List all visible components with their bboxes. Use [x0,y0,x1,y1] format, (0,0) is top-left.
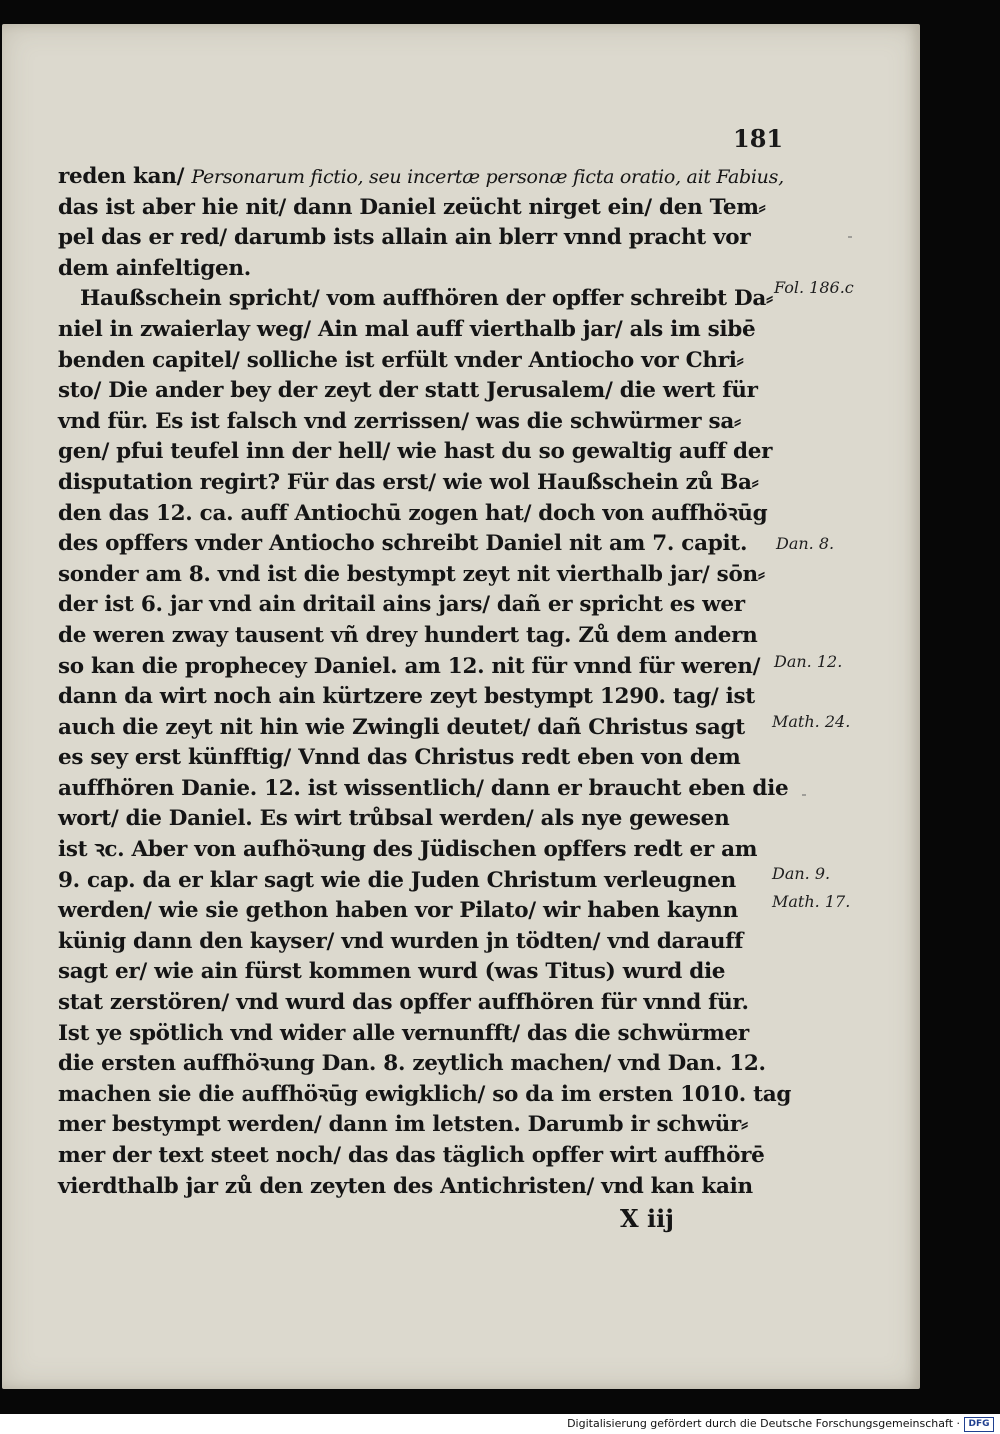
text-line: auffhören Danie. 12. ist wissentlich/ dann er braucht eben die [58,775,789,801]
marginal-note: Dan. 9. [772,864,831,883]
text-line: mer bestympt werden/ dann im letsten. Darumb ir schwür⸗ [58,1112,748,1138]
marginal-note: Dan. 12. [774,652,843,671]
marginal-note: Math. 17. [772,892,851,911]
paper-speck [848,236,852,238]
text-line: sonder am 8. vnd ist die bestympt zeyt nit vierthalb jar/ sōn⸗ [58,561,765,587]
text-line: mer der text steet noch/ das das täglich opffer wirt auffhörē [58,1143,765,1168]
footer-bar [0,1414,1000,1434]
body-text [58,162,792,1202]
text-line: vierdthalb jar zů den zeyten des Antichristen/ vnd kan kain [58,1173,753,1199]
text-line: vnd für. Es ist falsch vnd zerrissen/ was die schwürmer sa⸗ [58,408,741,434]
signature-mark: X iij [620,1204,674,1233]
dfg-logo: DFG [964,1417,994,1432]
text-line: reden kan/ Personarum fictio, seu incertæ personæ ficta oratio, ait Fabius, [58,164,784,189]
text-line: pel das er red/ darumb ists allain ain blerr vnnd pracht vor [58,225,751,251]
funding-credit: Digitalisierung gefördert durch die Deutsche Forschungsgemeinschaft · [567,1417,960,1430]
text-line: wort/ die Daniel. Es wirt trůbsal werden/ als nye gewesen [58,806,730,832]
marginal-note: Dan. 8. [776,534,835,553]
text-line: benden capitel/ solliche ist erfült vnder Antiocho vor Chri⸗ [58,347,744,373]
text-line: stat zerstören/ vnd wurd das opffer auffhören für vnnd für. [58,990,749,1016]
text-line: machen sie die auffhöꝛūg ewigklich/ so da im ersten 1010. tag [58,1081,792,1107]
text-line: es sey erst künfftig/ Vnnd das Christus redt eben von dem [58,745,741,771]
text-line: disputation regirt? Für das erst/ wie wol Haußschein zů Ba⸗ [58,469,759,495]
text-line: des opffers vnder Antiocho schreibt Daniel nit am 7. capit. [58,531,748,557]
marginal-note: Fol. 186.c [774,278,854,297]
marginal-note: Math. 24. [772,712,851,731]
latin-quotation: Personarum fictio, seu incertæ personæ ficta oratio, ait Fabius, [191,166,784,188]
text-line: die ersten auffhöꝛung Dan. 8. zeytlich machen/ vnd Dan. 12. [58,1051,766,1077]
text-line: dann da wirt noch ain kürtzere zeyt bestympt 1290. tag/ ist [58,684,755,710]
text-line: den das 12. ca. auff Antiochū zogen hat/ doch von auffhöꝛūg [58,500,768,526]
text-line: so kan die prophecey Daniel. am 12. nit für vnnd für weren/ [58,653,761,679]
text-line: de weren zway tausent vñ drey hundert tag. Zů dem andern [58,622,758,648]
text-line: der ist 6. jar vnd ain dritail ains jars/ dañ er spricht es wer [58,592,745,618]
text-line: sagt er/ wie ain fürst kommen wurd (was Titus) wurd die [58,959,726,985]
text-line: das ist aber hie nit/ dann Daniel zeücht nirget ein/ den Tem⸗ [58,194,766,220]
page-number: 181 [733,124,784,153]
text-line: auch die zeyt nit hin wie Zwingli deutet/ dañ Christus sagt [58,714,745,740]
text-line: künig dann den kayser/ vnd wurden jn tödten/ vnd darauff [58,928,744,954]
text-line: niel in zwaierlay weg/ Ain mal auff vierthalb jar/ als im sibē [58,316,756,342]
text-line: 9. cap. da er klar sagt wie die Juden Christum verleugnen [58,867,737,893]
text-line: werden/ wie sie gethon haben vor Pilato/ wir haben kaynn [58,898,738,924]
paper-speck [802,794,806,796]
text-line: Ist ye spötlich vnd wider alle vernunfft/ das die schwürmer [58,1020,749,1046]
text-line: sto/ Die ander bey der zeyt der statt Jerusalem/ die wert für [58,378,758,404]
text-line: Haußschein spricht/ vom auffhören der opffer schreibt Da⸗ [80,286,773,312]
text-line: gen/ pfui teufel inn der hell/ wie hast du so gewaltig auff der [58,439,773,465]
text-line: ist ꝛc. Aber von aufhöꝛung des Jüdischen opffers redt er am [58,837,758,863]
text-line: dem ainfeltigen. [58,255,251,281]
